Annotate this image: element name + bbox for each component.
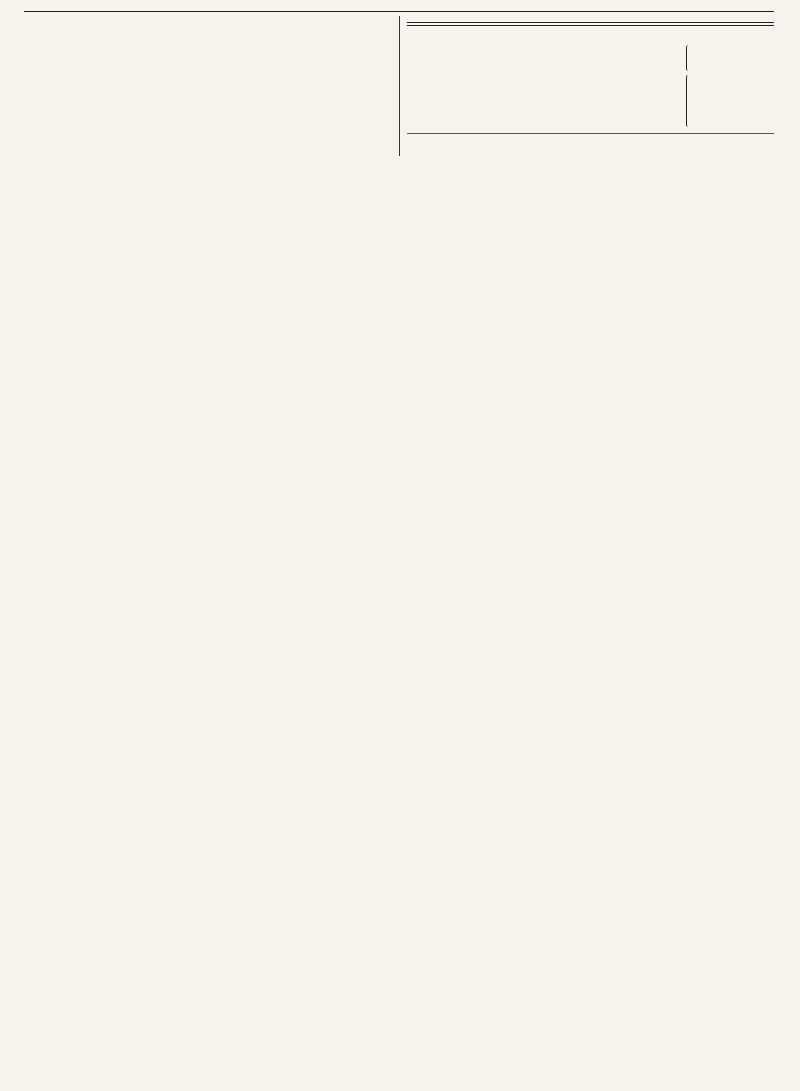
right-column xyxy=(407,16,775,156)
sum-bracket xyxy=(686,75,691,127)
section-divider xyxy=(407,22,775,26)
footnotes xyxy=(407,133,775,138)
sum-bracket xyxy=(686,45,691,71)
left-column xyxy=(24,16,392,156)
recap2-block xyxy=(407,45,775,127)
column-rule xyxy=(399,16,400,156)
page-header xyxy=(24,8,774,12)
